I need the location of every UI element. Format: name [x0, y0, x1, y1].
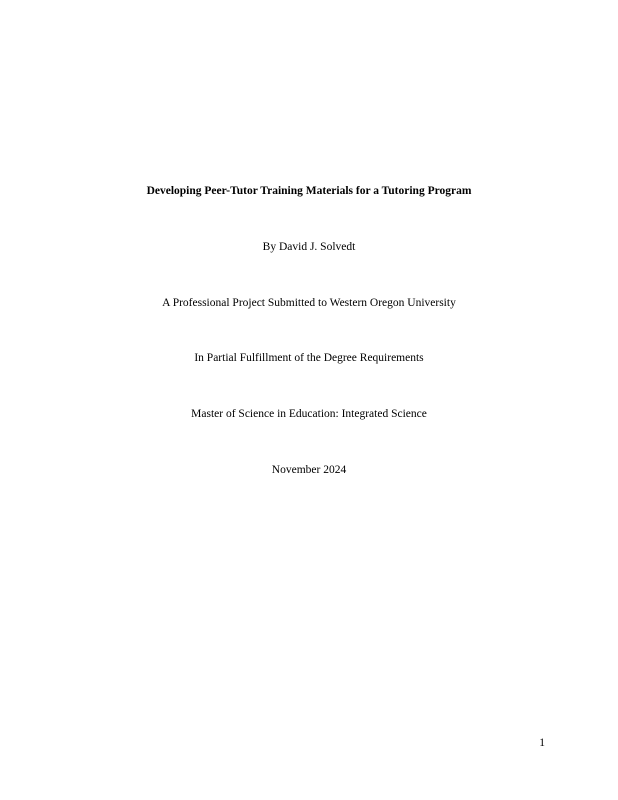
- date-line: November 2024: [271, 464, 347, 476]
- author-line: By David J. Solvedt: [262, 241, 356, 253]
- document-title: Developing Peer-Tutor Training Materials for a Tutoring Program: [146, 185, 472, 197]
- fulfillment-line: In Partial Fulfillment of the Degree Requirements: [194, 352, 424, 364]
- degree-line: Master of Science in Education: Integrated Science: [191, 408, 427, 420]
- page-number: 1: [539, 737, 545, 749]
- submission-line: A Professional Project Submitted to Western Oregon University: [162, 297, 456, 309]
